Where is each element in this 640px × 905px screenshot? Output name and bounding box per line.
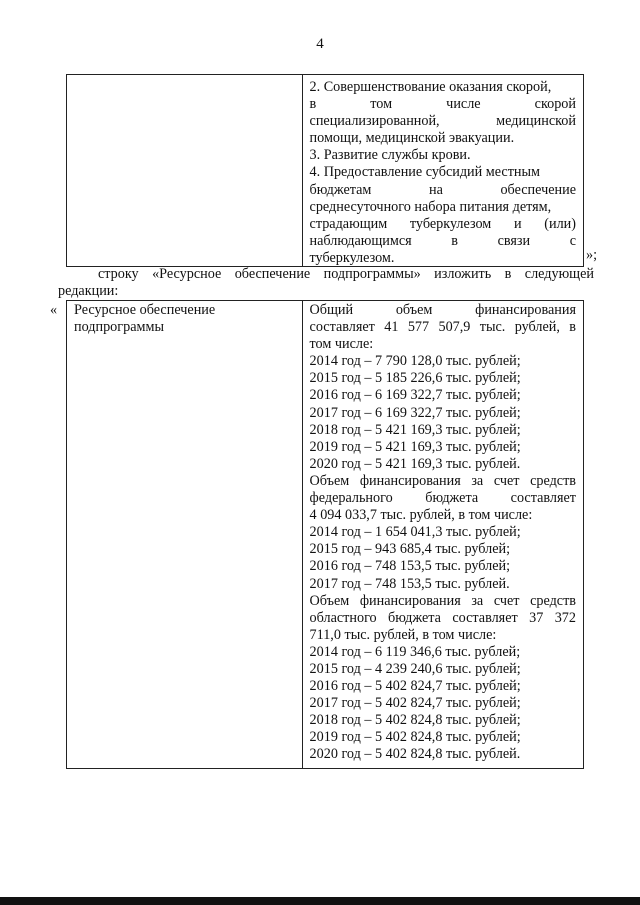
text-line: подпрограммы	[74, 319, 164, 336]
table-resource-provision	[66, 300, 584, 769]
table-program-tasks	[66, 74, 584, 267]
text-line: 4 094 033,7 тыс. рублей, в том числе:	[309, 507, 533, 524]
text-line: 2015 год – 943 685,4 тыс. рублей;	[309, 541, 511, 558]
text-line: 2. Совершенствование оказания скорой,	[309, 79, 552, 95]
text-line: 2015 год – 5 185 226,6 тыс. рублей;	[309, 370, 521, 387]
text-line: бюджетам на обеспечение	[309, 181, 576, 198]
text-line: 2014 год – 1 654 041,3 тыс. рублей;	[309, 524, 521, 541]
text-line: 2016 год – 5 402 824,7 тыс. рублей;	[309, 678, 521, 695]
text-line: 2017 год – 748 153,5 тыс. рублей.	[309, 575, 510, 592]
text-line: Ресурсное обеспечение	[74, 302, 216, 318]
scan-bottom-edge	[0, 897, 640, 905]
page-number: 4	[316, 36, 324, 52]
text-line: 2020 год – 5 421 169,3 тыс. рублей.	[309, 455, 521, 472]
text-line: страдающим туберкулезом и (или)	[309, 215, 576, 232]
text-line: в том числе скорой	[309, 96, 576, 113]
text-line: 3. Развитие службы крови.	[309, 147, 471, 164]
text-line: среднесуточного набора питания детям,	[309, 198, 552, 215]
text-line: 2018 год – 5 421 169,3 тыс. рублей;	[309, 421, 521, 438]
paragraph-line: редакции:	[58, 283, 119, 299]
text-line: 2016 год – 6 169 322,7 тыс. рублей;	[309, 387, 521, 404]
text-line: 2019 год – 5 421 169,3 тыс. рублей;	[309, 438, 521, 455]
text-line: 711,0 тыс. рублей, в том числе:	[309, 626, 497, 643]
opening-quote-mark: «	[50, 302, 58, 318]
text-line: 2015 год – 4 239 240,6 тыс. рублей;	[309, 660, 521, 677]
text-line: Общий объем финансирования	[309, 302, 576, 318]
text-line: федерального бюджета составляет	[309, 490, 576, 507]
table-cell-value	[303, 75, 583, 266]
text-line: 2016 год – 748 153,5 тыс. рублей;	[309, 558, 511, 575]
text-line: 2019 год – 5 402 824,8 тыс. рублей;	[309, 729, 521, 746]
text-line: 2017 год – 5 402 824,7 тыс. рублей;	[309, 695, 521, 712]
table-cell-label	[67, 301, 303, 768]
table-cell-value	[303, 301, 583, 768]
text-line: туберкулезом.	[309, 249, 395, 266]
text-line: 2014 год – 7 790 128,0 тыс. рублей;	[309, 353, 521, 370]
text-line: наблюдающимся в связи с	[309, 232, 576, 249]
closing-quote-mark: »;	[586, 247, 598, 263]
text-line: составляет 41 577 507,9 тыс. рублей, в	[309, 319, 576, 336]
text-line: том числе:	[309, 336, 374, 353]
text-line: Объем финансирования за счет средств	[309, 472, 576, 489]
text-line: Объем финансирования за счет средств	[309, 592, 576, 609]
text-line: помощи, медицинской эвакуации.	[309, 130, 515, 147]
text-line: 2018 год – 5 402 824,8 тыс. рублей;	[309, 712, 521, 729]
text-line: 2017 год – 6 169 322,7 тыс. рублей;	[309, 404, 521, 421]
text-line: 2020 год – 5 402 824,8 тыс. рублей.	[309, 746, 521, 763]
text-line: областного бюджета составляет 37 372	[309, 609, 576, 626]
text-line: 2014 год – 6 119 346,6 тыс. рублей;	[309, 643, 521, 660]
paragraph-line: строку «Ресурсное обеспечение подпрограммы» изложить в следующей	[98, 266, 594, 282]
text-line: специализированной, медицинской	[309, 113, 576, 130]
table-cell-label	[67, 75, 303, 266]
text-line: 4. Предоставление субсидий местным	[309, 164, 541, 181]
